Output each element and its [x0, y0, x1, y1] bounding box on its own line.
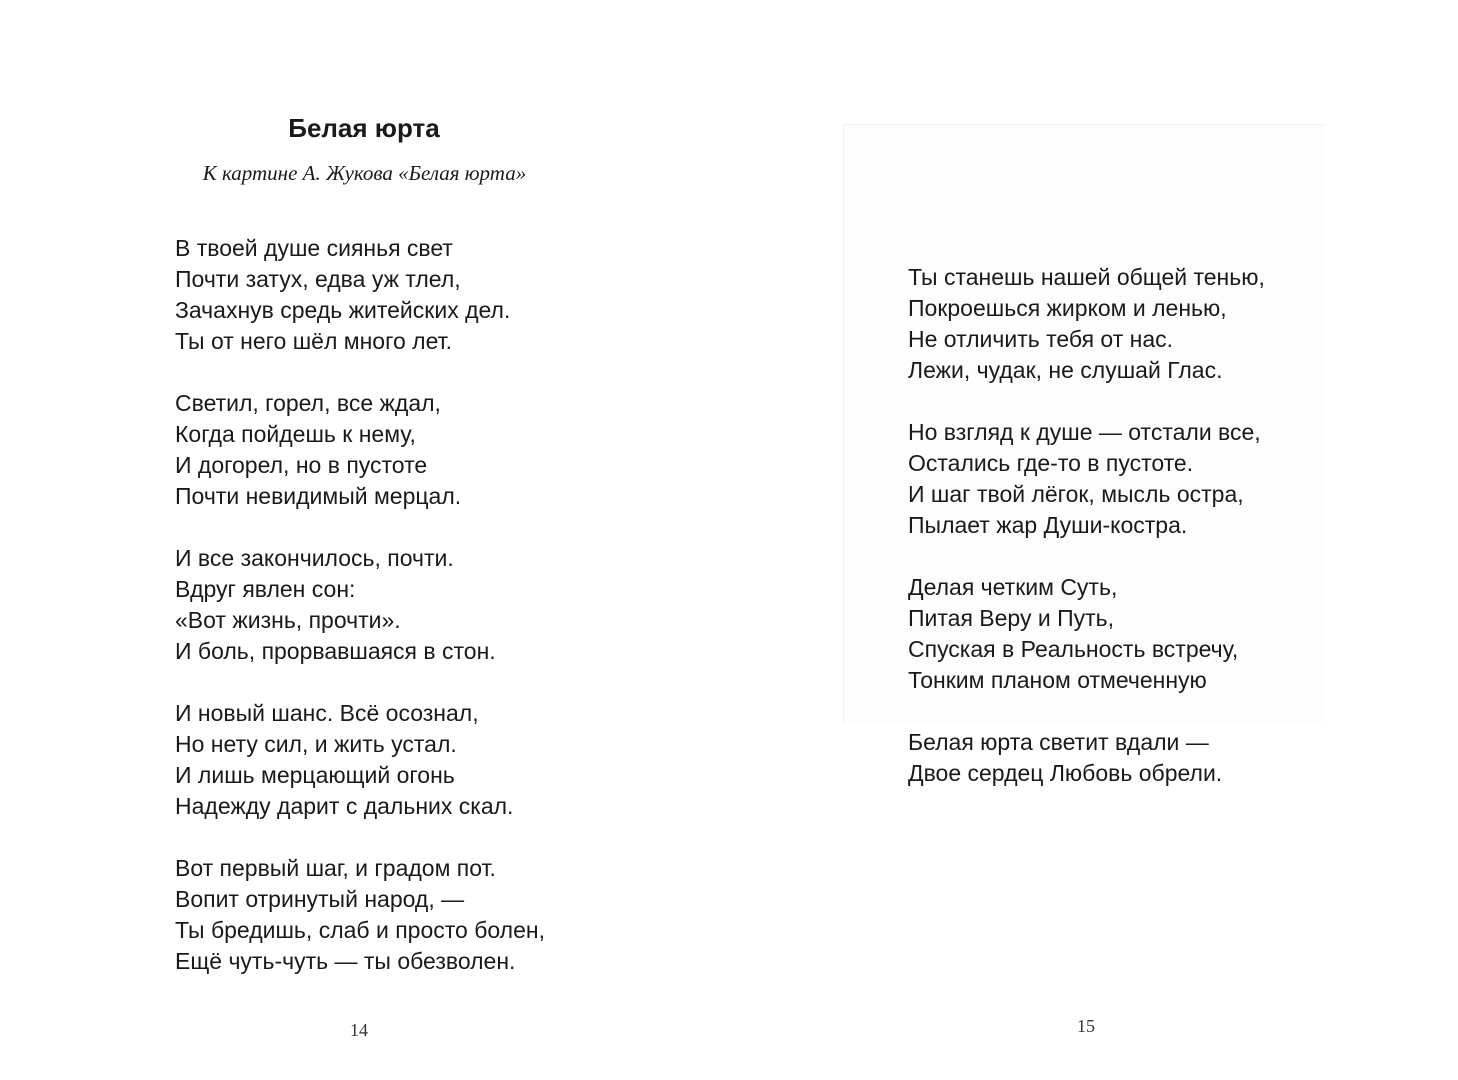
verse-line: Спуская в Реальность встречу,: [908, 636, 1239, 662]
stanza: [908, 417, 1265, 541]
verse-line: И все закончилось, почти.: [175, 545, 454, 571]
left-stanzas: [175, 233, 545, 1008]
verse-line: Лежи, чудак, не слушай Глас.: [908, 357, 1223, 383]
verse-line: И шаг твой лёгок, мысль остра,: [908, 481, 1244, 507]
stanza: [175, 543, 545, 667]
verse-line: Надежду дарит с дальних скал.: [175, 793, 514, 819]
verse-line: Вдруг явлен сон:: [175, 576, 356, 602]
stanza: [908, 572, 1265, 696]
poem-subtitle: К картине А. Жукова «Белая юрта»: [202, 161, 527, 185]
stanza: [908, 262, 1265, 386]
verse-line: Питая Веру и Путь,: [908, 605, 1115, 631]
stanza: [175, 698, 545, 822]
verse-line: И новый шанс. Всё осознал,: [175, 700, 479, 726]
poem-title: Белая юрта: [288, 113, 440, 143]
verse-line: Белая юрта светит вдали —: [908, 729, 1209, 755]
verse-line: Вопит отринутый народ, —: [175, 886, 465, 912]
verse-line: Делая четким Суть,: [908, 574, 1118, 600]
verse-line: И догорел, но в пустоте: [175, 452, 428, 478]
right-page: [729, 0, 1458, 1080]
verse-line: Светил, горел, все ждал,: [175, 390, 441, 416]
verse-line: Но нету сил, и жить устал.: [175, 731, 457, 757]
verse-line: В твоей душе сиянья свет: [175, 235, 453, 261]
verse-line: Ты от него шёл много лет.: [175, 328, 452, 354]
verse-line: Вот первый шаг, и градом пот.: [175, 855, 496, 881]
verse-line: И лишь мерцающий огонь: [175, 762, 455, 788]
page-number: 15: [1077, 1016, 1095, 1036]
stanza: [175, 853, 545, 977]
verse-line: Но взгляд к душе — отстали все,: [908, 419, 1261, 445]
verse-line: Ты бредишь, слаб и просто болен,: [175, 917, 545, 943]
verse-line: Ещё чуть-чуть — ты обезволен.: [175, 948, 516, 974]
stanza: [908, 727, 1265, 789]
verse-line: Зачахнув средь житейских дел.: [175, 297, 511, 323]
verse-line: Тонким планом отмеченную: [908, 667, 1207, 693]
verse-line: Остались где-то в пустоте.: [908, 450, 1194, 476]
verse-line: Почти невидимый мерцал.: [175, 483, 462, 509]
verse-line: Двое сердец Любовь обрели.: [908, 760, 1223, 786]
verse-line: «Вот жизнь, прочти».: [175, 607, 401, 633]
stanza: [175, 233, 545, 357]
verse-line: Пылает жар Души-костра.: [908, 512, 1188, 538]
verse-line: Не отличить тебя от нас.: [908, 326, 1174, 352]
verse-line: Ты станешь нашей общей тенью,: [908, 264, 1265, 290]
verse-line: Покроешься жирком и ленью,: [908, 295, 1227, 321]
right-stanzas: [908, 262, 1265, 820]
verse-line: Почти затух, едва уж тлел,: [175, 266, 461, 292]
verse-line: И боль, прорвавшаяся в стон.: [175, 638, 496, 664]
page-number: 14: [350, 1020, 368, 1040]
verse-line: Когда пойдешь к нему,: [175, 421, 416, 447]
stanza: [175, 388, 545, 512]
